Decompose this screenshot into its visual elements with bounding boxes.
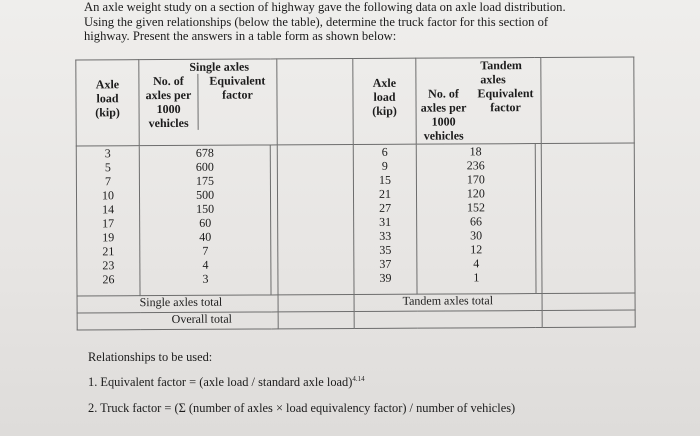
- data-row: [76, 143, 635, 296]
- single-axles-title: Single axles: [189, 59, 250, 74]
- tandem-equivalent-header: Equivalent factor: [477, 86, 534, 115]
- overall-row: [77, 310, 635, 330]
- blank-header-cell: [277, 59, 353, 145]
- tandem-total-cell: [354, 294, 542, 312]
- tandem-count-column: 18 236 170 120 152 66 30 12 4 1: [416, 144, 536, 295]
- tandem-axles-header: [416, 58, 541, 145]
- header-row: [76, 57, 634, 146]
- blank-overall-cell: [354, 311, 542, 329]
- blank-column: [277, 145, 354, 295]
- intro-line-2: Using the given relationships (below the table), determine the truck factor for this section of: [84, 14, 549, 29]
- intro-line-3: highway. Present the answers in a table form as shown below:: [84, 29, 397, 43]
- problem-statement: [84, 0, 644, 44]
- single-total-value: [278, 295, 354, 312]
- overall-total-label: Overall total: [171, 311, 233, 326]
- overall-total-value: [278, 312, 354, 329]
- tandem-no-of-header: No. of axles per 1000 vehicles: [420, 86, 467, 143]
- single-axles-total-label: Single axles total: [139, 294, 223, 310]
- blank-overall-end: [542, 310, 635, 327]
- single-load-column: 3 5 7 10 14 17 19 21 23 26: [76, 146, 140, 296]
- single-total-cell: [77, 295, 278, 313]
- blank-header-end: [541, 57, 634, 143]
- equation-1-exponent: 4.14: [352, 375, 365, 383]
- single-axle-load-header: Axle load (kip): [76, 60, 139, 146]
- single-equivalent-header: Equivalent factor: [197, 73, 276, 129]
- single-count-column: 678 600 175 500 150 60 40 7 4 3: [139, 145, 271, 296]
- single-axles-header: [139, 59, 277, 146]
- blank-end-column: [541, 143, 635, 293]
- tandem-total-value: [542, 293, 635, 310]
- equation-2: 2. Truck factor = (Σ (number of axles × load equivalency factor) / number of vehicles): [88, 401, 516, 415]
- equation-1: [88, 375, 365, 390]
- overall-total-cell: [77, 312, 278, 330]
- tandem-axles-total-label: Tandem axles total: [402, 293, 494, 308]
- relationships-heading: Relationships to be used:: [88, 350, 213, 364]
- tandem-axles-title: Tandem axles: [480, 58, 522, 87]
- tandem-load-column: 6 9 15 21 27 31 33 35 37 39: [353, 144, 417, 294]
- single-no-of-header: No. of axles per 1000 vehicles: [145, 73, 192, 131]
- tandem-axle-load-header: Axle load (kip): [353, 58, 416, 144]
- intro-line-1: An axle weight study on a section of highway gave the following data on axle load distribution.: [84, 0, 566, 14]
- axle-load-table: [75, 57, 635, 331]
- equation-1-text: 1. Equivalent factor = (axle load / standard axle load): [88, 375, 353, 390]
